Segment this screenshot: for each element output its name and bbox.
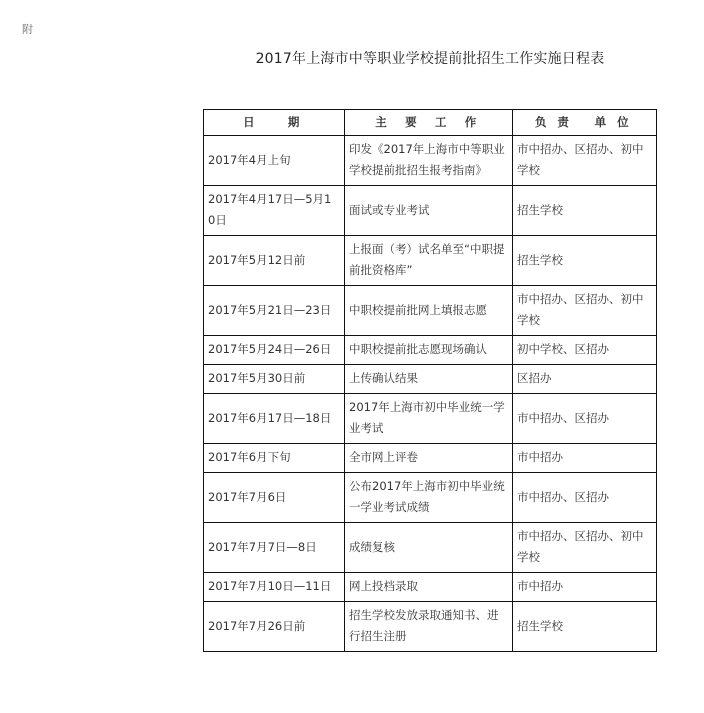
unit-cell: 市中招办、区招办 [513,473,657,523]
date-cell: 2017年7月10日—11日 [204,573,345,602]
date-cell: 2017年7月7日—8日 [204,523,345,573]
table-row [204,523,657,573]
table-row [204,286,657,336]
table-row [204,394,657,444]
table-row [204,473,657,523]
column-header-unit: 负 责 单 位 [513,110,657,136]
date-cell: 2017年7月26日前 [204,602,345,652]
date-cell: 2017年4月上旬 [204,136,345,186]
work-cell: 招生学校发放录取通知书、进行招生注册 [345,602,513,652]
table-row [204,444,657,473]
unit-cell: 市中招办 [513,573,657,602]
unit-cell: 招生学校 [513,236,657,286]
unit-cell: 市中招办、区招办 [513,394,657,444]
unit-cell: 初中学校、区招办 [513,336,657,365]
schedule-table [203,109,657,652]
table-row [204,573,657,602]
work-cell: 全市网上评卷 [345,444,513,473]
column-header-date: 日 期 [204,110,345,136]
unit-cell: 市中招办、区招办、初中学校 [513,523,657,573]
unit-cell: 区招办 [513,365,657,394]
work-cell: 中职校提前批志愿现场确认 [345,336,513,365]
unit-cell: 市中招办、区招办、初中学校 [513,286,657,336]
date-cell: 2017年5月12日前 [204,236,345,286]
table-row [204,136,657,186]
work-cell: 上传确认结果 [345,365,513,394]
work-cell: 2017年上海市初中毕业统一学业考试 [345,394,513,444]
work-cell: 网上投档录取 [345,573,513,602]
work-cell: 上报面（考）试名单至“中职提前批资格库” [345,236,513,286]
work-cell: 公布2017年上海市初中毕业统一学业考试成绩 [345,473,513,523]
table-row [204,365,657,394]
column-header-work: 主 要 工 作 [345,110,513,136]
date-cell: 2017年5月30日前 [204,365,345,394]
work-cell: 面试或专业考试 [345,186,513,236]
table-header-row [204,110,657,136]
work-cell: 中职校提前批网上填报志愿 [345,286,513,336]
table-row [204,186,657,236]
work-cell: 成绩复核 [345,523,513,573]
table-row [204,236,657,286]
date-cell: 2017年4月17日—5月10日 [204,186,345,236]
page-title: 2017年上海市中等职业学校提前批招生工作实施日程表 [255,51,605,67]
annex-label: 附 [22,23,33,36]
date-cell: 2017年6月下旬 [204,444,345,473]
date-cell: 2017年6月17日—18日 [204,394,345,444]
unit-cell: 招生学校 [513,186,657,236]
date-cell: 2017年5月24日—26日 [204,336,345,365]
table-row [204,602,657,652]
date-cell: 2017年7月6日 [204,473,345,523]
work-cell: 印发《2017年上海市中等职业学校提前批招生报考指南》 [345,136,513,186]
unit-cell: 市中招办、区招办、初中学校 [513,136,657,186]
unit-cell: 市中招办 [513,444,657,473]
unit-cell: 招生学校 [513,602,657,652]
table-row [204,336,657,365]
date-cell: 2017年5月21日—23日 [204,286,345,336]
